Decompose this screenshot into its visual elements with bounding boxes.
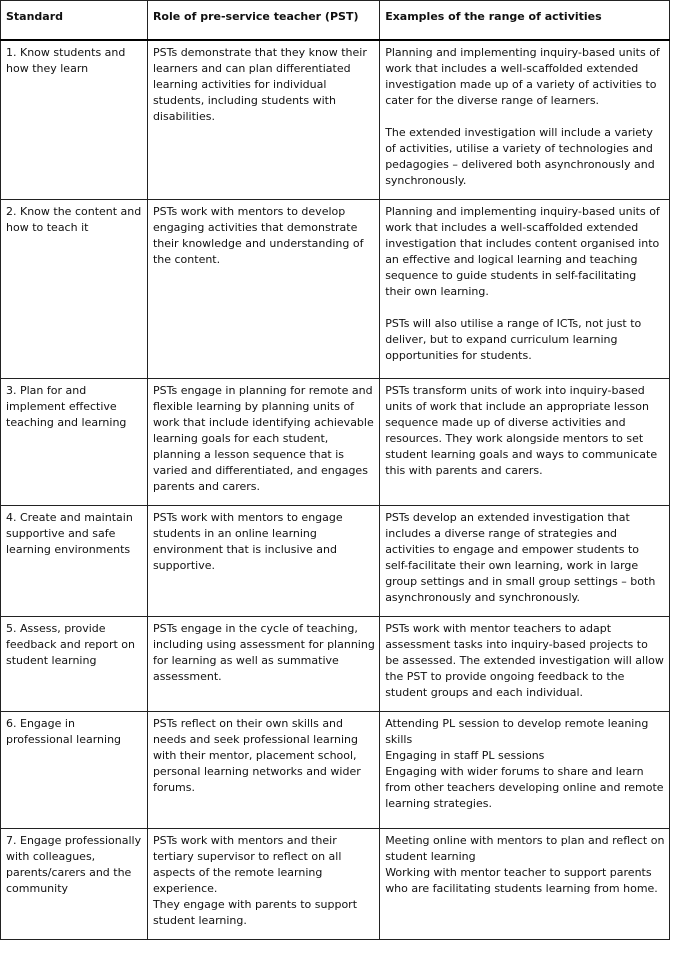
role-text: PSTs work with mentors to engage students in an online learning environment that is inclusive and supportive.: [152, 511, 343, 572]
examples-text: PSTs transform units of work into inquiry-based units of work that include an appropriate lesson sequence made up of diverse activities and resources. They work alongside mentors to set student learning goals and ways to communicate this with parents and carers.: [385, 384, 658, 477]
standard-cell: 4. Create and maintain supportive and safe learning environments: [1, 506, 148, 617]
examples-text: PSTs will also utilise a range of ICTs, not just to deliver, but to expand curriculum learning opportunities for students.: [385, 317, 642, 362]
role-text: PSTs engage in the cycle of teaching, including using assessment for planning for learning as well as summative assessment.: [152, 622, 375, 683]
header-row: [1, 1, 670, 41]
table-row: [1, 379, 670, 506]
examples-text: Planning and implementing inquiry-based units of work that includes a well-scaffolded extended investigation made up of a variety of activities to cater for the diverse range of learners.: [385, 46, 660, 107]
examples-text: PSTs work with mentor teachers to adapt assessment tasks into inquiry-based projects to be assessed. The extended investigation will allow the PST to provide ongoing feedback to the student groups and each individual.: [385, 622, 664, 699]
examples-text: PSTs develop an extended investigation that includes a diverse range of strategies and activities to engage and empower students to self-facilitate their own learning, work in large group settings and in small group settings – both asynchronously and synchronously.: [385, 511, 656, 604]
examples-text: Working with mentor teacher to support parents who are facilitating students learning from home.: [385, 866, 658, 895]
role-text: PSTs reflect on their own skills and needs and seek professional learning with their mentor, placement school, personal learning networks and wider forums.: [152, 717, 361, 794]
header-examples: Examples of the range of activities: [380, 1, 670, 41]
table-row: [1, 829, 670, 940]
standard-cell: 5. Assess, provide feedback and report on student learning: [1, 617, 148, 712]
examples-cell: [380, 617, 670, 712]
header-role: Role of pre-service teacher (PST): [147, 1, 379, 41]
role-cell: [147, 712, 379, 829]
role-cell: [147, 40, 379, 200]
table-row: [1, 40, 670, 200]
role-text: PSTs work with mentors to develop engaging activities that demonstrate their knowledge and understanding of the content.: [152, 205, 364, 266]
standard-cell: 3. Plan for and implement effective teaching and learning: [1, 379, 148, 506]
role-cell: [147, 200, 379, 379]
examples-text: The extended investigation will include a variety of activities, utilise a variety of technologies and pedagogies – delivered both asynchronously and synchronously.: [385, 126, 655, 187]
examples-cell: [380, 712, 670, 829]
role-text: PSTs demonstrate that they know their learners and can plan differentiated learning activities for individual students, including students with disabilities.: [152, 46, 367, 123]
standard-cell: 2. Know the content and how to teach it: [1, 200, 148, 379]
examples-cell: [380, 379, 670, 506]
examples-cell: [380, 40, 670, 200]
table-row: [1, 200, 670, 379]
examples-cell: [380, 506, 670, 617]
examples-cell: [380, 829, 670, 940]
table-row: [1, 506, 670, 617]
role-cell: [147, 506, 379, 617]
standard-cell: 7. Engage professionally with colleagues, parents/carers and the community: [1, 829, 148, 940]
examples-text: Planning and implementing inquiry-based units of work that includes a well-scaffolded extended investigation that includes content organised into an effective and logical learning and teaching sequence to guide students in self-facilitating their own learning.: [385, 205, 660, 298]
table-row: [1, 712, 670, 829]
role-text: PSTs engage in planning for remote and flexible learning by planning units of work that include identifying achievable learning goals for each student, planning a lesson sequence that is varied and differentiated, and engages parents and carers.: [152, 384, 374, 493]
role-text: They engage with parents to support student learning.: [152, 898, 358, 927]
examples-text: Engaging with wider forums to share and learn from other teachers developing online and remote learning strategies.: [385, 765, 664, 810]
role-cell: [147, 617, 379, 712]
role-text: PSTs work with mentors and their tertiary supervisor to reflect on all aspects of the remote learning experience.: [152, 834, 342, 895]
examples-cell: [380, 200, 670, 379]
role-cell: [147, 829, 379, 940]
examples-text: Attending PL session to develop remote leaning skills: [385, 717, 649, 746]
role-cell: [147, 379, 379, 506]
header-standard: Standard: [1, 1, 148, 41]
examples-text: Engaging in staff PL sessions: [385, 749, 545, 762]
examples-text: Meeting online with mentors to plan and reflect on student learning: [385, 834, 665, 863]
standard-cell: 1. Know students and how they learn: [1, 40, 148, 200]
table-row: [1, 617, 670, 712]
standard-cell: 6. Engage in professional learning: [1, 712, 148, 829]
